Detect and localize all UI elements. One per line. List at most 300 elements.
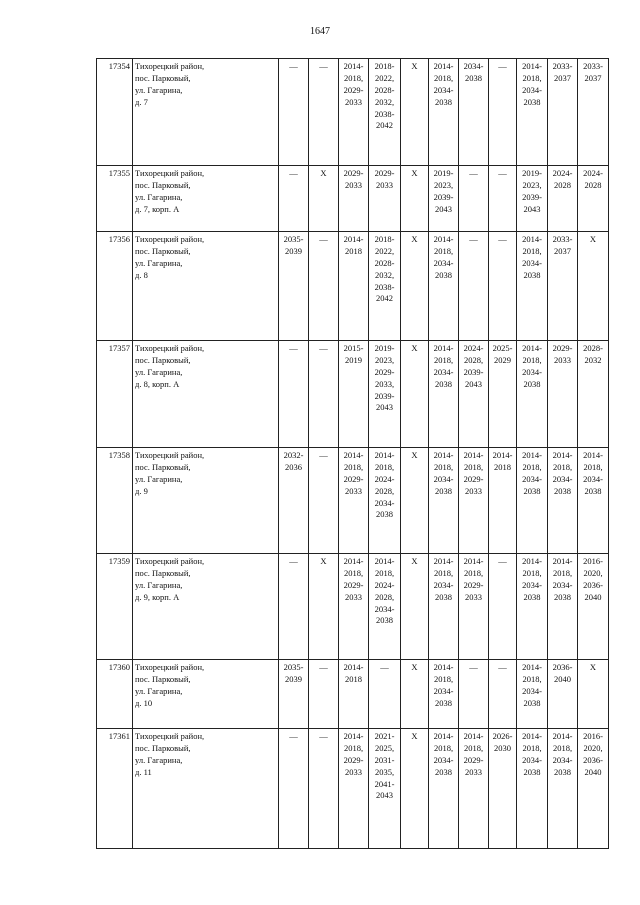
period-line: X [411,343,418,353]
period-cell [517,232,548,341]
period-line: 2034- [522,754,542,765]
period-cell [578,166,609,232]
period-cell [578,554,609,660]
period-cell [459,341,489,448]
period-line: — [319,450,328,460]
period-line: 2025- [492,343,513,353]
period-line: 2034- [433,366,454,377]
period-cell [578,59,609,166]
period-line: 2014- [522,450,542,460]
period-line: 2015- [343,343,364,353]
period-line: 2029- [374,168,395,178]
period-line: 2018, [522,742,542,753]
address-line: пос. Парковый, [135,72,191,83]
period-line: 2018, [433,567,454,578]
period-line: 2038 [554,591,571,602]
period-line: — [498,662,507,672]
period-line: 2036- [583,579,603,590]
period-cell [548,232,578,341]
period-cell [401,166,429,232]
period-line: 2040 [584,766,602,777]
period-line: X [411,168,418,178]
period-line: — [289,343,298,353]
period-line: — [469,662,478,672]
period-line: — [319,731,328,741]
period-line: 2024- [374,473,395,484]
period-line: 2034- [463,61,484,71]
period-line: — [289,61,298,71]
period-line: 2029 [494,354,511,365]
period-cell [429,448,459,554]
period-line: 2018, [343,567,364,578]
period-cell [548,660,578,729]
period-cell [459,166,489,232]
period-cell [489,729,517,849]
period-line: 2018 [494,461,511,472]
period-line: 2018, [552,742,573,753]
period-line: 2039 [285,673,302,684]
address-line: ул. Гагарина, [135,473,183,484]
table-row [97,448,609,554]
period-line: 2038 [523,591,541,602]
period-line: — [319,343,328,353]
period-line: 2014- [522,343,542,353]
address-line: д. 9 [135,485,148,496]
period-cell [309,341,339,448]
period-cell [578,232,609,341]
period-line: 2014- [522,556,542,566]
period-line: 2021- [374,731,395,741]
period-line: X [411,61,418,71]
page-number: 1647 [310,26,330,37]
period-line: X [589,662,597,672]
period-line: 2018, [433,742,454,753]
period-line: 2018, [433,245,454,256]
row-number-cell: 17357 [97,341,133,448]
period-line: 2014- [433,343,454,353]
row-number-cell: 17355 [97,166,133,232]
period-line: 2024- [374,579,395,590]
period-line: 2038- [374,108,395,119]
period-cell [339,660,369,729]
period-line: 2018, [433,673,454,684]
period-line: 2032, [374,269,395,280]
period-line: 2038 [435,766,452,777]
address-line: пос. Парковый, [135,567,191,578]
period-cell [279,166,309,232]
period-line: 2038 [435,96,452,107]
period-line: 2033 [376,179,393,190]
address-line: д. 7 [135,96,148,107]
period-line: 2018, [463,742,484,753]
period-line: 2034- [552,579,573,590]
period-line: 2039- [433,191,454,202]
period-cell [459,729,489,849]
period-cell [309,232,339,341]
period-line: 2018, [433,72,454,83]
period-line: 2018, [522,72,542,83]
period-line: — [469,234,478,244]
period-line: 2028- [374,84,395,95]
period-line: 2018 [345,673,362,684]
period-line: X [589,234,597,244]
period-line: X [320,556,327,566]
period-line: 2018 [345,245,362,256]
address-line: Тихорецкий район, [135,731,205,741]
period-line: 2014- [552,556,573,566]
period-line: 2036 [285,461,302,472]
period-line: 2036- [552,662,573,672]
period-line: 2038 [435,591,452,602]
period-cell [548,166,578,232]
period-line: 2043 [376,790,393,801]
period-line: 2038 [523,697,541,708]
period-line: 2029- [343,579,364,590]
period-line: 2028, [374,485,395,496]
period-cell [459,660,489,729]
period-cell [309,554,339,660]
period-line: 2033- [552,61,573,71]
period-line: 2014- [433,556,454,566]
period-line: 2018- [374,234,395,244]
period-line: 2043 [465,378,482,389]
row-number-cell: 17359 [97,554,133,660]
period-line: 2033 [345,591,362,602]
period-cell [459,554,489,660]
period-cell [339,729,369,849]
address-line: пос. Парковый, [135,179,191,190]
row-number-cell: 17354 [97,59,133,166]
period-line: 2026- [492,731,513,741]
period-line: 2034- [583,473,603,484]
period-cell [279,448,309,554]
period-cell [369,554,401,660]
period-line: 2038 [523,485,541,496]
period-line: 2014- [463,556,484,566]
address-line: пос. Парковый, [135,354,191,365]
period-line: 2014- [522,61,542,71]
period-line: 2035- [283,662,304,672]
period-line: — [289,731,298,741]
period-line: X [411,662,418,672]
period-cell [578,729,609,849]
period-cell [517,729,548,849]
address-line: д. 8 [135,269,148,280]
period-line: 2024- [463,343,484,353]
period-line: 2029- [463,579,484,590]
period-line: 2018, [522,354,542,365]
period-cell [489,660,517,729]
period-cell [517,448,548,554]
period-line: 2042 [376,120,393,131]
period-line: 2033 [465,485,482,496]
period-line: 2039- [463,366,484,377]
period-line: 2040 [584,591,602,602]
period-line: 2039- [374,390,395,401]
period-line: 2034- [522,473,542,484]
registry-table [96,58,609,849]
period-line: 2032 [584,354,602,365]
period-line: X [411,450,418,460]
address-line: ул. Гагарина, [135,685,183,696]
period-line: 2034- [522,685,542,696]
period-line: 2038 [435,485,452,496]
period-line: 2040 [554,673,571,684]
period-line: 2018, [343,461,364,472]
row-number-cell: 17360 [97,660,133,729]
period-line: 2042 [376,293,393,304]
period-line: 2034- [433,685,454,696]
period-line: 2038 [584,485,602,496]
period-line: 2032, [374,96,395,107]
period-line: 2014- [522,731,542,741]
period-line: 2018, [343,72,364,83]
period-line: 2014- [492,450,513,460]
period-cell [309,166,339,232]
period-cell [401,660,429,729]
period-line: X [411,731,418,741]
address-line: д. 7, корп. А [135,203,180,214]
row-number-cell: 17358 [97,448,133,554]
table-row [97,59,609,166]
period-line: 2024- [552,168,573,178]
period-cell [401,232,429,341]
period-line: 2014- [433,450,454,460]
period-line: 2033 [345,179,362,190]
period-cell [279,59,309,166]
period-cell [369,59,401,166]
period-line: 2020, [583,567,603,578]
period-line: 2038 [523,766,541,777]
period-line: 2019 [345,354,362,365]
period-line: 2018, [522,245,542,256]
period-line: — [498,556,507,566]
period-cell [339,554,369,660]
period-line: 2018, [522,461,542,472]
period-cell [517,59,548,166]
period-line: 2014- [343,662,364,672]
period-line: 2034- [522,579,542,590]
period-line: — [319,662,328,672]
period-line: — [289,556,298,566]
period-line: 2037 [584,72,602,83]
period-cell [548,59,578,166]
period-line: 2014- [522,234,542,244]
period-line: 2034- [374,603,395,614]
period-line: 2030 [494,742,511,753]
period-cell [548,554,578,660]
period-cell [401,448,429,554]
period-line: 2043 [523,203,541,214]
period-cell [369,660,401,729]
address-line: д. 11 [135,766,152,777]
period-line: 2014- [343,731,364,741]
period-cell [309,59,339,166]
period-cell [279,729,309,849]
address-line: д. 8, корп. А [135,378,180,389]
address-cell [133,448,279,554]
table-row [97,554,609,660]
period-line: 2018, [343,742,364,753]
period-cell [548,729,578,849]
period-line: 2038 [554,766,571,777]
period-line: 2035, [374,766,395,777]
period-cell [578,448,609,554]
period-line: 2029- [552,343,573,353]
period-line: 2031- [374,754,395,765]
period-line: 2033- [583,61,603,71]
period-cell [429,341,459,448]
period-line: 2029- [463,754,484,765]
period-cell [459,232,489,341]
period-cell [517,554,548,660]
period-line: 2018, [374,461,395,472]
period-line: 2034- [522,84,542,95]
table-row [97,729,609,849]
period-line: — [319,61,328,71]
period-line: 2014- [463,450,484,460]
period-line: 2038 [554,485,571,496]
period-line: 2034- [374,497,395,508]
period-line: 2019- [374,343,395,353]
period-cell [309,660,339,729]
period-cell [429,166,459,232]
period-line: 2024- [583,168,603,178]
period-line: 2033 [465,591,482,602]
period-line: 2018, [552,567,573,578]
period-line: 2038- [374,281,395,292]
period-line: 2028- [374,257,395,268]
period-cell [517,166,548,232]
table-row [97,660,609,729]
period-cell [369,166,401,232]
period-line: 2043 [376,402,393,413]
period-line: 2038 [523,269,541,280]
period-cell [279,232,309,341]
period-line: 2014- [522,662,542,672]
period-line: X [411,234,418,244]
address-line: ул. Гагарина, [135,191,183,202]
period-line: — [319,234,328,244]
address-line: пос. Парковый, [135,245,191,256]
period-cell [369,729,401,849]
period-line: — [289,168,298,178]
period-cell [459,59,489,166]
period-line: 2036- [583,754,603,765]
address-line: пос. Парковый, [135,742,191,753]
period-cell [578,660,609,729]
period-cell [517,341,548,448]
period-line: 2029- [374,366,395,377]
period-line: 2028- [583,343,603,353]
period-line: 2038 [435,269,452,280]
period-line: 2025, [374,742,395,753]
period-line: 2034- [522,366,542,377]
period-line: 2016- [583,556,603,566]
period-line: 2014- [552,450,573,460]
period-line: — [498,61,507,71]
period-line: 2018, [463,567,484,578]
period-line: 2023, [433,179,454,190]
address-line: пос. Парковый, [135,673,191,684]
period-line: 2029- [343,754,364,765]
period-line: 2034- [433,84,454,95]
period-line: 2014- [343,61,364,71]
period-line: 2041- [374,778,395,789]
period-cell [548,341,578,448]
period-line: 2028 [554,179,571,190]
address-line: д. 10 [135,697,153,708]
address-cell [133,232,279,341]
period-line: — [498,168,507,178]
period-line: 2039 [285,245,302,256]
period-cell [489,166,517,232]
period-line: 2014- [433,234,454,244]
period-cell [489,448,517,554]
period-line: 2014- [433,731,454,741]
period-line: 2018, [374,567,395,578]
address-line: ул. Гагарина, [135,754,183,765]
period-cell [429,660,459,729]
period-cell [459,448,489,554]
period-line: 2037 [554,245,571,256]
period-cell [489,341,517,448]
period-cell [401,341,429,448]
table-row [97,341,609,448]
period-cell [279,554,309,660]
period-cell [489,554,517,660]
period-cell [401,59,429,166]
period-cell [489,59,517,166]
address-line: пос. Парковый, [135,461,191,472]
period-line: 2037 [554,72,571,83]
period-line: 2034- [433,579,454,590]
period-line: 2028, [463,354,484,365]
period-line: — [380,662,389,672]
period-cell [429,729,459,849]
period-line: 2033- [552,234,573,244]
address-cell [133,166,279,232]
address-line: Тихорецкий район, [135,234,205,244]
period-line: 2034- [522,257,542,268]
period-cell [339,448,369,554]
period-cell [489,232,517,341]
period-cell [401,554,429,660]
period-line: 2029- [343,168,364,178]
period-line: 2022, [374,245,395,256]
address-cell [133,554,279,660]
period-line: 2014- [343,450,364,460]
address-line: ул. Гагарина, [135,257,183,268]
period-line: 2018, [522,673,542,684]
period-line: 2014- [433,61,454,71]
table-row [97,166,609,232]
period-line: 2038 [435,697,452,708]
period-line: X [411,556,418,566]
address-line: Тихорецкий район, [135,556,205,566]
period-line: 2038 [376,615,393,626]
period-cell [369,448,401,554]
period-line: 2033, [374,378,395,389]
period-line: 2038 [376,509,393,520]
period-cell [339,232,369,341]
address-line: Тихорецкий район, [135,450,205,460]
period-line: 2034- [433,473,454,484]
period-line: 2043 [435,203,452,214]
period-line: 2014- [552,731,573,741]
period-line: 2020, [583,742,603,753]
period-line: 2029- [463,473,484,484]
